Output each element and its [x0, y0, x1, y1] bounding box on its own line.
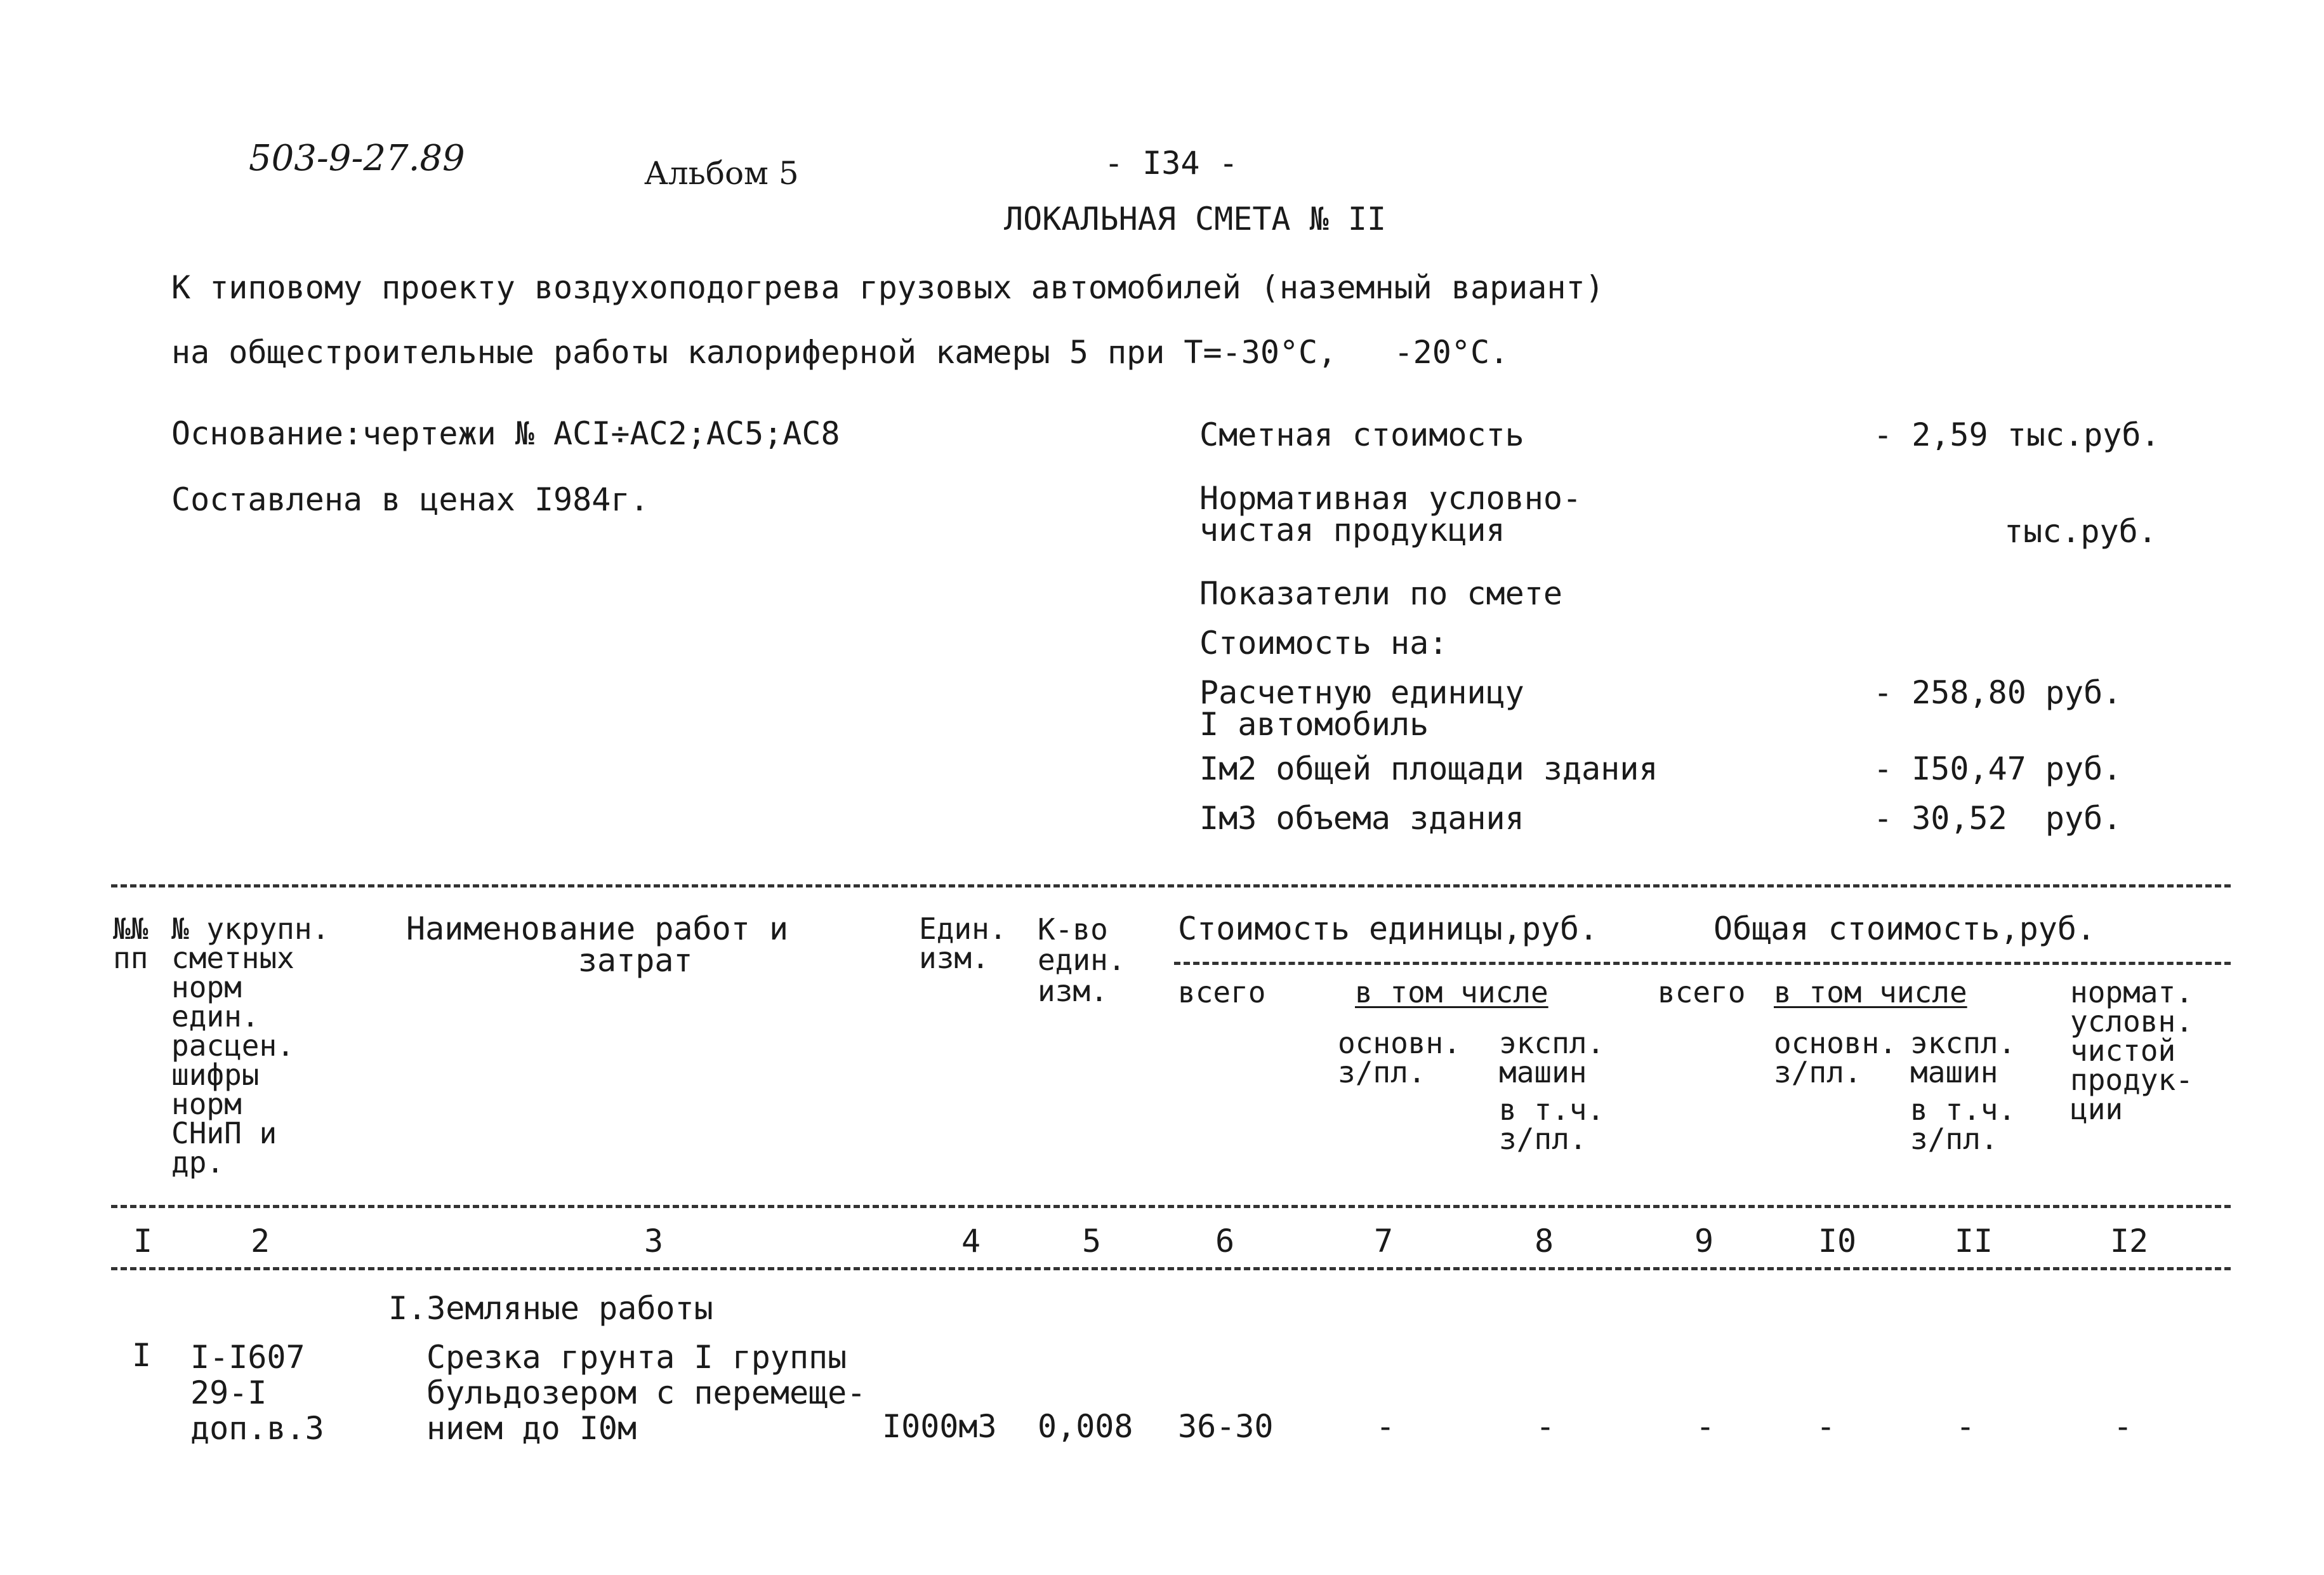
row-unit-wage: - [1376, 1408, 1396, 1445]
cost-on-label: Стоимость на: [1199, 625, 1448, 661]
estimated-cost-value: - 2,59 тыс.руб. [1873, 416, 2160, 453]
column-number: I0 [1818, 1223, 1857, 1259]
column-numbers-rule [111, 1267, 2231, 1270]
estimated-cost-label: Сметная стоимость [1199, 416, 1524, 453]
row-normative: - [2113, 1408, 2133, 1445]
header-unit-wage: основн. з/пл. [1338, 1026, 1461, 1089]
unit-cost-label-2: I автомобиль [1199, 706, 1429, 743]
column-number: I [133, 1223, 153, 1259]
section-title: I.Земляные работы [388, 1290, 713, 1327]
row-unit-machines: - [1536, 1408, 1555, 1445]
subtitle-line-2: на общестроительные работы калориферной камеры 5 при Т=-30°С, -20°С. [171, 334, 1509, 371]
header-total-all: всего [1658, 975, 1746, 1009]
subtitle-line-1: К типовому проекту воздухоподогрева грузовых автомобилей (наземный вариант) [171, 269, 1604, 306]
row-qty: 0,008 [1038, 1408, 1133, 1445]
header-col-qty: К-во един. изм. [1038, 912, 1126, 1008]
header-col-code: № укрупн. сметных норм един. расцен. шифры норм СНиП и др. [171, 912, 330, 1180]
price-base: Составлена в ценах I984г. [171, 481, 649, 518]
header-total-incl: в том числе [1774, 975, 1967, 1009]
column-number: 9 [1694, 1223, 1714, 1259]
header-sub-rule [1174, 962, 2231, 965]
area-cost-value: - I50,47 руб. [1873, 750, 2122, 787]
normative-product-label-2: чистая продукция [1199, 512, 1505, 548]
indicators-label: Показатели по смете [1199, 575, 1562, 612]
volume-cost-label: Iм3 объема здания [1199, 800, 1524, 837]
column-number: I2 [2109, 1223, 2149, 1259]
header-col-unit: Един. изм. [919, 912, 1007, 975]
header-unit-machines: экспл. машин [1499, 1026, 1605, 1089]
table-top-rule [111, 884, 2231, 887]
row-unit-total: 36-30 [1178, 1408, 1274, 1445]
normative-product-label-1: Нормативная условно- [1199, 480, 1582, 517]
header-total-machines: экспл. машин [1910, 1026, 2016, 1089]
document-title: ЛОКАЛЬНАЯ СМЕТА № II [1004, 201, 1387, 237]
header-col-num: №№ пп [113, 912, 149, 975]
normative-product-value: тыс.руб. [2004, 513, 2157, 550]
unit-cost-value: - 258,80 руб. [1873, 674, 2122, 711]
header-unit-incl: в том числе [1355, 975, 1548, 1009]
column-number: 2 [250, 1223, 270, 1259]
basis-drawings: Основание:чертежи № АСI÷АС2;АС5;АС8 [171, 415, 840, 452]
column-number: 3 [644, 1223, 664, 1259]
header-total-wage: основн. з/пл. [1774, 1026, 1897, 1089]
header-unit-cost: Стоимость единицы,руб. [1178, 910, 1599, 947]
column-number: 8 [1534, 1223, 1554, 1259]
album-label: Альбом 5 [644, 155, 799, 192]
column-number: 6 [1215, 1223, 1235, 1259]
area-cost-label: Iм2 общей площади здания [1199, 750, 1658, 787]
column-number: 5 [1081, 1223, 1102, 1259]
unit-cost-label-1: Расчетную единицу [1199, 674, 1524, 711]
header-total-machines-wage: в т.ч. з/пл. [1910, 1093, 2016, 1156]
document-code: 503-9-27.89 [249, 138, 465, 179]
row-total: - [1696, 1408, 1715, 1445]
row-name: Срезка грунта I группы бульдозером с перемеще- нием до I0м [426, 1339, 866, 1447]
column-number: 4 [961, 1223, 981, 1259]
header-bottom-rule [111, 1205, 2231, 1208]
header-unit-machines-wage: в т.ч. з/пл. [1499, 1093, 1605, 1156]
header-total-cost: Общая стоимость,руб. [1713, 910, 2096, 947]
row-number: I [132, 1337, 152, 1374]
column-number: II [1954, 1223, 1993, 1259]
page-number: - I34 - [1104, 145, 1238, 182]
volume-cost-value: - 30,52 руб. [1873, 800, 2122, 837]
header-unit-total: всего [1178, 975, 1266, 1009]
row-code: I-I607 29-I доп.в.3 [190, 1339, 324, 1447]
row-total-machines: - [1956, 1408, 1976, 1445]
row-total-wage: - [1816, 1408, 1836, 1445]
header-col-name: Наименование работ и затрат [406, 910, 789, 979]
row-unit: I000м3 [882, 1408, 997, 1445]
column-number: 7 [1373, 1223, 1394, 1259]
header-normative: нормат. условн. чистой продук- ции [2070, 975, 2193, 1126]
